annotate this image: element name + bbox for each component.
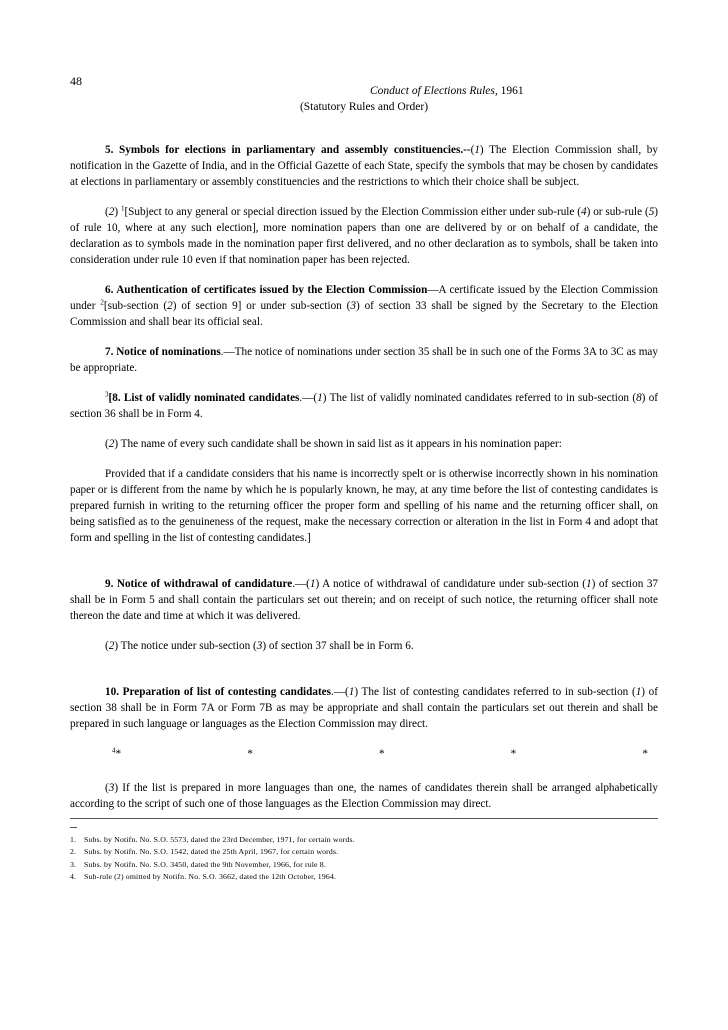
rule-10-heading: 10. Preparation of list of contesting candidates — [105, 686, 332, 698]
footnote-ref: 2 — [100, 298, 104, 307]
page-number: 48 — [70, 74, 82, 88]
text-run: 5 — [648, 206, 655, 218]
rule-5-text: The Election Commission shall, by notification in the Gazette of India, and in the Official Gazette of each State, specify the symbols that may be chosen by candidates at elections in parliamentary or assembly constituencies and the restrictions to which their choice shall be subject. — [70, 144, 658, 188]
text-run: .—( — [299, 392, 318, 404]
footnote-number: 1. — [70, 835, 77, 844]
omission-star: * — [378, 748, 385, 760]
running-header-title — [0, 85, 524, 97]
text-run: .—( — [331, 686, 349, 698]
footnote-number: 3. — [70, 859, 77, 869]
footnote-ref: 1 — [120, 204, 125, 213]
text-run: ) of section 38 shall be in Form 7A or Form 7B as may be appropriate and shall contain the particulars set out therein and shall be prepared in such language or languages as the Election Commission may direct. — [70, 686, 659, 730]
text-run: ) of section 9] or under sub-section ( — [172, 300, 351, 312]
text-run: .—( — [292, 578, 310, 590]
text-run: 1 — [635, 686, 642, 698]
footnote-mark — [70, 827, 77, 828]
rule-5-sub-2: (2) $^1$[Subject to any general or special direction issued by the Election Commission either under sub-rule (4) or sub-rule (5) of rule 10, where at any such election], more nomination papers than one are delivered by or on behalf of a candidate, the declaration as to symbols made in the nomination paper first delivered, and no other declaration as to symbols, shall be taken into consideration under rule 10 even if that nomination paper has been rejected. — [70, 204, 659, 266]
clause-number: 2 — [108, 438, 115, 450]
footnote-number: 4. — [70, 871, 77, 881]
text-run: —A certificate issued by the Election Commission under — [70, 284, 658, 312]
footnote-text: Subs. by Notifn. No. S.O. 1542, dated the 25th April, 1967, for certain words. — [84, 847, 339, 857]
clause-number: 3 — [108, 782, 115, 794]
text-run: ) of section 33 shall be signed by the Secretary to the Election Commission and shall bear its official seal. — [70, 300, 658, 328]
rule-5-heading: 5. Symbols for elections in parliamentary and assembly constituencies.-- — [105, 144, 471, 156]
clause-number: 1 — [348, 686, 355, 698]
rule-9-heading: 9. Notice of withdrawal of candidature — [105, 578, 293, 590]
header-title: Conduct of Elections Rules, — [370, 85, 498, 97]
rule-8-heading: [8. List of validly nominated candidates — [108, 392, 300, 404]
text-run: ) of section 37 shall be in Form 5 and shall contain the particulars set out therein; and on receipt of such notice, the returning officer shall note thereon the date and time at which it was delivered. — [70, 578, 659, 622]
rule-7-heading: 7. Notice of nominations — [105, 346, 221, 358]
footnote-item — [70, 846, 658, 858]
text-run: 3 — [256, 640, 263, 652]
header-year: 1961 — [497, 85, 524, 97]
text-run: 8 — [636, 392, 642, 404]
rule-8-proviso: Provided that if a candidate considers that his name is incorrectly spelt or is otherwise incorrectly shown in his nomination paper or is different from the name by which he is popularly known, he may, at any time before the list of contesting candidates is prepared furnish in writing to the returning officer the proper form and spelling of his name and the returning officer shall, on being satisfied as to the genuineness of the request, make the necessary correction or alteration in the list in Form 4 and adopt that form and spelling in the list of contesting candidates.] — [70, 468, 658, 544]
text-run: ) of section 37 shall be in Form 6. — [262, 640, 414, 652]
text-run: ) The list of contesting candidates referred to in sub-section ( — [354, 686, 636, 698]
clause-number: 1 — [309, 578, 316, 590]
text-run: ) or sub-rule ( — [586, 206, 649, 218]
rule-5-sub-1: 5. Symbols for elections in parliamentary and assembly constituencies.--(1) The Election Commission shall, by notification in the Gazette of India, and in the Official Gazette of each State, specify the symbols that may be chosen by candidates at elections in parliamentary or assembly constituencies and the restrictions to which their choice shall be subject. — [70, 144, 658, 188]
document-body — [70, 142, 658, 826]
footnote-ref: 4 — [112, 746, 116, 755]
text-run: [Subject to any general or special direction issued by the Election Commission either under sub-rule ( — [124, 206, 581, 218]
clause-number: 2 — [108, 640, 115, 652]
footnote-text: Sub-rule (2) omitted by Notifn. No. S.O. 3662, dated the 12th October, 1964. — [84, 871, 337, 881]
text-run: 1 — [586, 578, 592, 590]
omission-stars — [70, 746, 658, 762]
footnote-text: Subs. by Notifn. No. S.O. 5573, dated the 23rd December, 1971, for certain words. — [84, 835, 355, 844]
footnote-item — [70, 834, 658, 846]
rule-10-sub-1 — [70, 684, 658, 732]
rule-10-sub-3: (3) If the list is prepared in more languages than one, the names of candidates therein shall be arranged alphabetically according to the script of such one of those languages as the Election Commission may direct. — [70, 782, 658, 810]
footnote-ref: 3 — [105, 390, 109, 399]
rule-6-heading: 6. Authentication of certificates issued by the Election Commission — [105, 284, 428, 296]
text-run: 4 — [580, 206, 587, 218]
rule-9-sub-1 — [70, 576, 658, 624]
footnotes — [70, 834, 658, 883]
text-run: .—The notice of nominations under section 35 shall be in such one of the Forms 3A to 3C as may be appropriate. — [70, 346, 658, 374]
text-run: ) The notice under sub-section ( — [114, 640, 257, 652]
footnote-item — [70, 871, 658, 883]
star: * — [115, 748, 122, 760]
footnote-text: Subs. by Notifn. No. S.O. 3450, dated the 9th November, 1966, for rule 8. — [84, 859, 326, 869]
text-run: [sub-section ( — [103, 300, 168, 312]
rule-8-sub-1 — [70, 390, 658, 422]
omission-star: * — [247, 748, 253, 760]
omission-star: * — [642, 748, 648, 760]
clause-number: 2 — [108, 206, 115, 218]
clause-number: 1 — [474, 144, 480, 156]
text-run: ) If the list is prepared in more languages than one, the names of candidates therein shall be arranged alphabetically according to the script of such one of those languages as the Election Commission may direct. — [70, 782, 658, 810]
text-run: ) The list of validly nominated candidates referred to in sub-section ( — [322, 392, 637, 404]
text-run: 3 — [350, 300, 356, 312]
text-run: ) The name of every such candidate shall be shown in said list as it appears in his nomination paper: — [114, 438, 562, 450]
omission-star — [112, 746, 121, 762]
running-header-subtitle: (Statutory Rules and Order) — [299, 101, 429, 113]
text-run: ) of section 36 shall be in Form 4. — [70, 392, 659, 420]
omission-star: * — [510, 748, 517, 760]
clause-number: 1 — [317, 392, 323, 404]
rule-8-sub-2: (2) The name of every such candidate shall be shown in said list as it appears in his nomination paper: — [105, 438, 562, 450]
rule-9-sub-2: (2) The notice under sub-section (3) of section 37 shall be in Form 6. — [105, 640, 414, 652]
footnote-number: 2. — [70, 847, 77, 857]
text-run: ) of rule 10, where at any such election], more nomination papers than one are delivered by or on behalf of a candidate, the declaration as to symbols made in the nomination paper first delivered, and no other declaration as to symbols, shall be taken into consideration under rule 10 even if that nomination paper has been rejected. — [70, 206, 659, 266]
footnote-separator — [70, 818, 658, 819]
rule-6 — [70, 282, 658, 330]
footnote-item — [70, 859, 658, 871]
rule-7 — [70, 344, 658, 376]
text-run: 2 — [167, 300, 173, 312]
text-run: ) A notice of withdrawal of candidature under sub-section ( — [315, 578, 587, 590]
